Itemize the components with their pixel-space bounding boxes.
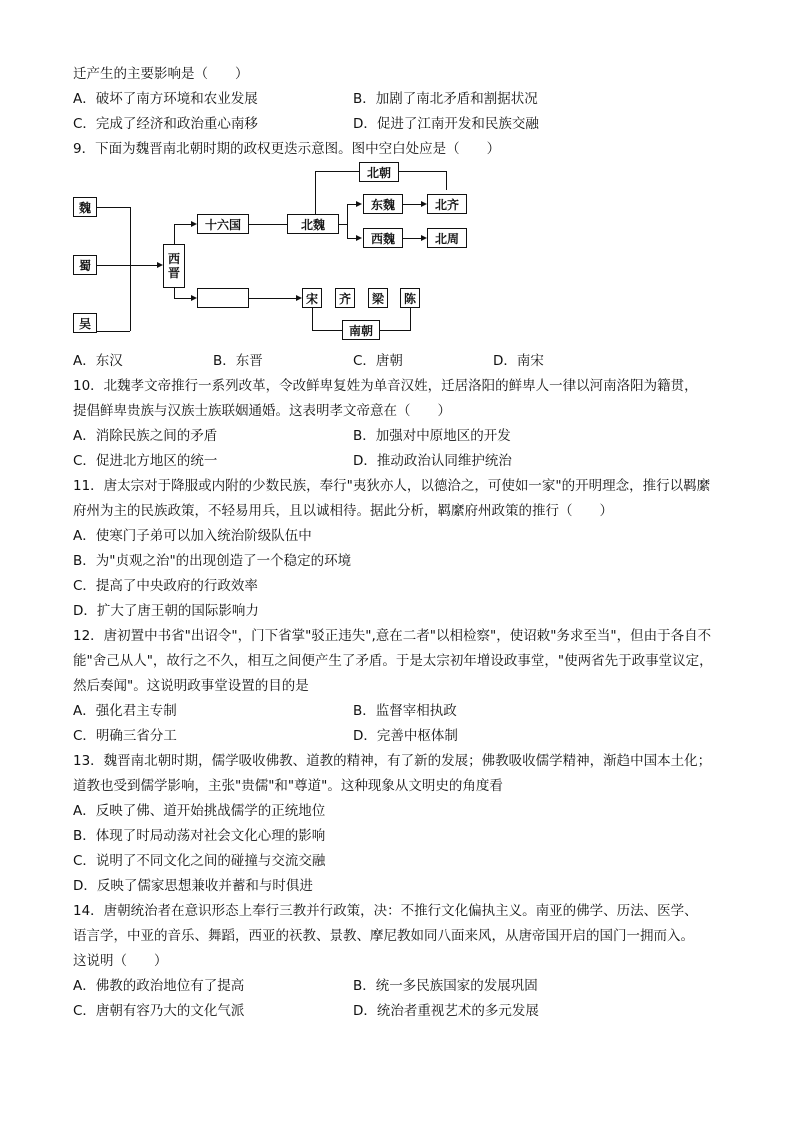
connector (446, 171, 447, 190)
q12-stem-line2: 能"舍己从人"，故行之不久，相互之间便产生了矛盾。于是太宗初年增设政事堂，"使两省先于政事堂议定， (73, 653, 713, 669)
q8-option-c[interactable]: C．完成了经济和政治重心南移 (73, 116, 258, 132)
q13-option-d[interactable]: D．反映了儒家思想兼收并蓄和与时俱进 (73, 878, 313, 894)
connector (174, 224, 192, 225)
q13-stem-line2: 道教也受到儒学影响，主张"贵儒"和"尊道"。这种现象从文明史的角度看 (73, 778, 503, 794)
connector (403, 204, 422, 205)
q8-stem-tail: 迁产生的主要影响是（ ） (73, 66, 249, 82)
connector (315, 171, 359, 172)
q12-stem-line3: 然后奏闻"。这说明政事堂设置的目的是 (73, 678, 309, 694)
q14-stem-line3: 这说明（ ） (73, 953, 168, 969)
connector (130, 207, 131, 331)
q11-stem-line1: 11．唐太宗对于降服或内附的少数民族，奉行"夷狄亦人，以德洽之，可使如一家"的开明理念，推行以羁縻 (73, 478, 711, 494)
connector (249, 298, 297, 299)
q10-option-d[interactable]: D．推动政治认同维护统治 (353, 453, 512, 469)
q9-option-b[interactable]: B．东晋 (213, 353, 263, 369)
q13-option-b[interactable]: B．体现了时局动荡对社会文化心理的影响 (73, 828, 326, 844)
q10-option-a[interactable]: A．消除民族之间的矛盾 (73, 428, 218, 444)
q10-option-c[interactable]: C．促进北方地区的统一 (73, 453, 218, 469)
q11-option-a[interactable]: A．使寒门子弟可以加入统治阶级队伍中 (73, 528, 312, 544)
box-shiliuguo: 十六国 (197, 214, 249, 234)
q13-option-c[interactable]: C．说明了不同文化之间的碰撞与交流交融 (73, 853, 326, 869)
connector (97, 207, 130, 208)
q10-option-b[interactable]: B．加强对中原地区的开发 (353, 428, 511, 444)
connector (174, 224, 175, 244)
arrow (356, 201, 362, 207)
q14-option-b[interactable]: B．统一多民族国家的发展巩固 (353, 978, 538, 994)
box-beiqi: 北齐 (427, 194, 467, 214)
box-blank (197, 288, 249, 308)
connector (174, 288, 175, 298)
q12-option-a[interactable]: A．强化君主专制 (73, 703, 177, 719)
q13-stem-line1: 13．魏晋南北朝时期，儒学吸收佛教、道教的精神，有了新的发展；佛教吸收儒学精神，渐趋中国本土化； (73, 753, 712, 769)
box-dongwei: 东魏 (363, 194, 403, 214)
q12-option-b[interactable]: B．监督宰相执政 (353, 703, 457, 719)
connector (380, 330, 411, 331)
connector (410, 308, 411, 330)
q9-option-a[interactable]: A．东汉 (73, 353, 123, 369)
connector (174, 298, 192, 299)
box-wei: 魏 (73, 197, 97, 217)
box-beizhou: 北周 (427, 228, 467, 248)
connector (315, 171, 316, 214)
box-chen: 陈 (400, 288, 420, 308)
box-song: 宋 (302, 288, 322, 308)
q12-stem-line1: 12．唐初置中书省"出诏令"，门下省掌"驳正违失",意在二者"以相检察"，使诏敕"务求至当"，但由于各自不 (73, 628, 712, 644)
q12-option-c[interactable]: C．明确三省分工 (73, 728, 177, 744)
q11-option-c[interactable]: C．提高了中央政府的行政效率 (73, 578, 258, 594)
connector (312, 330, 342, 331)
q14-option-a[interactable]: A．佛教的政治地位有了提高 (73, 978, 245, 994)
box-beiwei: 北魏 (287, 214, 339, 234)
q10-stem-line1: 10．北魏孝文帝推行一系列改革，令改鲜卑复姓为单音汉姓，迁居洛阳的鲜卑人一律以河南洛阳为籍贯， (73, 378, 698, 394)
q13-option-a[interactable]: A．反映了佛、道开始挑战儒学的正统地位 (73, 803, 326, 819)
q14-stem-line1: 14．唐朝统治者在意识形态上奉行三教并行政策，决：不推行文化偏执主义。南亚的佛学、历法、医学、 (73, 903, 698, 919)
box-liang: 梁 (368, 288, 388, 308)
q11-option-b[interactable]: B．为"贞观之治"的出现创造了一个稳定的环境 (73, 553, 352, 569)
q14-option-c[interactable]: C．唐朝有容乃大的文化气派 (73, 1003, 245, 1019)
box-qi: 齐 (335, 288, 355, 308)
q11-stem-line2: 府州为主的民族政策，不轻易用兵，且以诚相待。据此分析，羁縻府州政策的推行（ ） (73, 503, 613, 519)
q10-stem-line2: 提倡鲜卑贵族与汉族士族联姻通婚。这表明孝文帝意在（ ） (73, 403, 451, 419)
connector (97, 265, 157, 266)
q8-option-d[interactable]: D．促进了江南开发和民族交融 (353, 116, 539, 132)
q9-option-c[interactable]: C．唐朝 (353, 353, 403, 369)
q9-option-d[interactable]: D．南宋 (493, 353, 544, 369)
q8-option-b[interactable]: B．加剧了南北矛盾和割据状况 (353, 91, 538, 107)
connector (97, 331, 130, 332)
arrow (356, 235, 362, 241)
box-xiwei: 西魏 (363, 228, 403, 248)
q8-option-a[interactable]: A．破坏了南方环境和农业发展 (73, 91, 258, 107)
box-shu: 蜀 (73, 255, 97, 275)
regime-change-diagram (73, 165, 473, 340)
connector (312, 308, 313, 330)
box-beichao: 北朝 (359, 162, 399, 182)
connector (347, 204, 348, 238)
box-wu: 吴 (73, 313, 97, 333)
q12-option-d[interactable]: D．完善中枢体制 (353, 728, 458, 744)
connector (339, 224, 347, 225)
box-xijin: 西 晋 (163, 244, 185, 288)
q14-option-d[interactable]: D．统治者重视艺术的多元发展 (353, 1003, 539, 1019)
q14-stem-line2: 语言学，中亚的音乐、舞蹈，西亚的祆教、景教、摩尼教如同八面来风，从唐帝国开启的国门一拥而入。 (73, 928, 694, 944)
box-nanchao: 南朝 (342, 320, 380, 340)
connector (403, 238, 422, 239)
q9-stem: 9．下面为魏晋南北朝时期的政权更迭示意图。图中空白处应是（ ） (73, 141, 501, 157)
connector (249, 224, 287, 225)
q11-option-d[interactable]: D．扩大了唐王朝的国际影响力 (73, 603, 259, 619)
connector (399, 171, 446, 172)
